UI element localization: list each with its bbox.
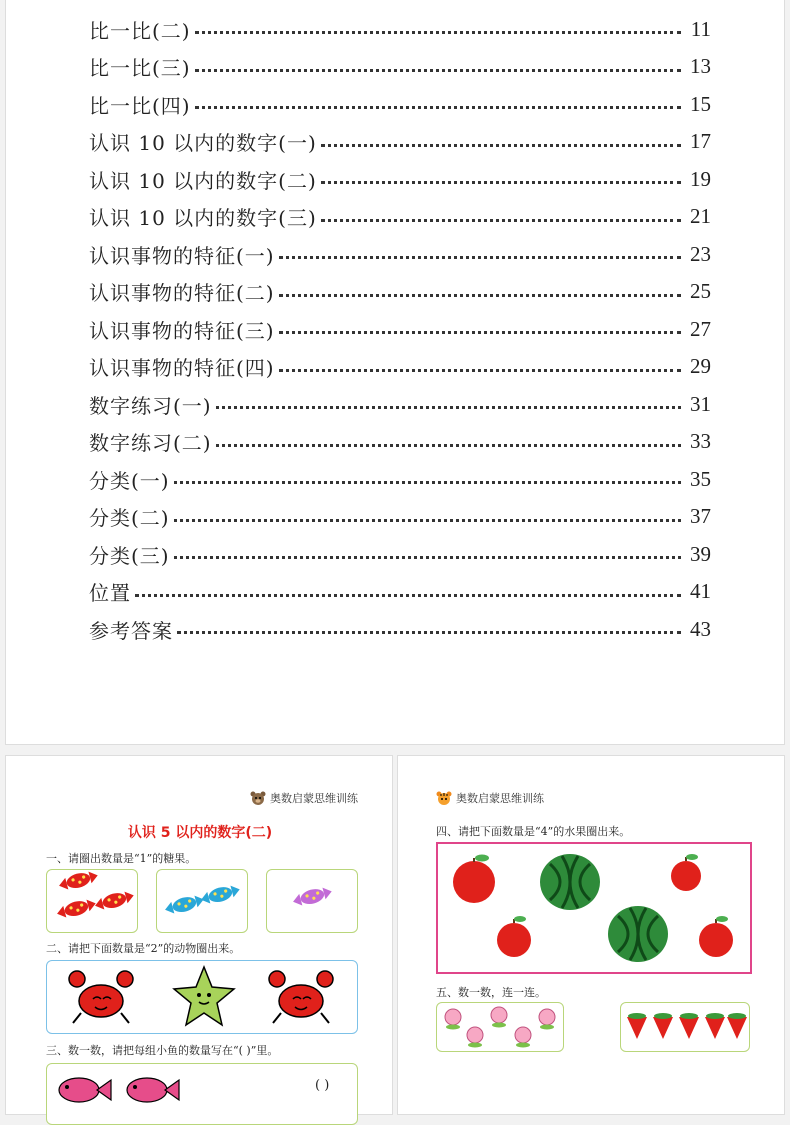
fish-group bbox=[46, 1063, 358, 1125]
toc-entry[interactable] bbox=[89, 127, 711, 157]
toc-entry-title: 比一比(四) bbox=[89, 93, 191, 118]
toc-dot-leader bbox=[195, 94, 681, 114]
toc-entry[interactable] bbox=[89, 614, 711, 644]
toc-entry-page-number: 43 bbox=[690, 616, 711, 641]
apple-icon bbox=[453, 855, 495, 904]
toc-entry[interactable] bbox=[89, 352, 711, 382]
apple-icon bbox=[497, 916, 531, 957]
toc-entry-page-number: 19 bbox=[690, 166, 711, 191]
toc-entry-title: 认识 10 以内的数字(一) bbox=[89, 131, 317, 155]
worksheet-title: 认识 5 以内的数字(二) bbox=[127, 825, 273, 841]
candy-group-2 bbox=[156, 869, 248, 933]
toc-entry-title: 认识事物的特征(二) bbox=[89, 281, 275, 305]
bear-icon bbox=[250, 791, 266, 805]
toc-entry[interactable] bbox=[89, 52, 711, 82]
candy-icon-group bbox=[47, 870, 137, 932]
toc-entry-page-number: 31 bbox=[690, 391, 711, 416]
toc-entry[interactable] bbox=[89, 202, 711, 232]
fruit-group bbox=[436, 842, 752, 974]
toc-entry-title: 认识事物的特征(三) bbox=[89, 318, 275, 343]
toc-entry-title: 认识事物的特征(一) bbox=[89, 243, 275, 268]
series-name: 奥数启蒙思维训练 bbox=[456, 792, 544, 805]
toc-entry[interactable] bbox=[89, 502, 711, 532]
toc-entry-page-number: 27 bbox=[690, 316, 711, 341]
apple-icon bbox=[699, 916, 733, 957]
crab-icon bbox=[269, 971, 333, 1023]
toc-entry-title: 位置 bbox=[89, 581, 131, 605]
toc-entry-title: 分类(二) bbox=[89, 506, 170, 530]
toc-entry-page-number: 15 bbox=[690, 91, 711, 116]
toc-entry-title: 数字练习(一) bbox=[89, 393, 212, 418]
toc-entry[interactable] bbox=[89, 427, 711, 457]
toc-entry[interactable] bbox=[89, 277, 711, 307]
toc-entry-page-number: 35 bbox=[690, 466, 711, 491]
toc-entry-title: 比一比(三) bbox=[89, 56, 191, 80]
candy-icon bbox=[267, 870, 357, 932]
toc-dot-leader bbox=[216, 394, 681, 414]
series-header bbox=[250, 790, 358, 806]
toc-entry-page-number: 39 bbox=[690, 541, 711, 566]
toc-dot-leader bbox=[177, 619, 681, 639]
table-of-contents-page bbox=[5, 0, 785, 745]
toc-entry-page-number: 25 bbox=[690, 279, 711, 303]
toc-dot-leader bbox=[321, 132, 681, 152]
toc-entry-page-number: 21 bbox=[690, 204, 711, 228]
toc-entry-title: 认识 10 以内的数字(三) bbox=[89, 206, 317, 230]
toc-entry-title: 参考答案 bbox=[89, 618, 173, 643]
toc-entry[interactable] bbox=[89, 239, 711, 269]
strawberry-group bbox=[620, 1002, 750, 1052]
toc-entry-title: 认识 10 以内的数字(二) bbox=[89, 168, 317, 193]
toc-dot-leader bbox=[216, 432, 681, 452]
toc-entry[interactable] bbox=[89, 464, 711, 494]
series-header bbox=[436, 790, 544, 806]
toc-entry-page-number: 41 bbox=[690, 579, 711, 603]
toc-dot-leader bbox=[174, 469, 681, 489]
toc-entry[interactable] bbox=[89, 164, 711, 194]
toc-entry[interactable] bbox=[89, 389, 711, 419]
worksheet-left-page bbox=[5, 755, 393, 1115]
peach-group bbox=[436, 1002, 564, 1052]
toc-entry[interactable] bbox=[89, 314, 711, 344]
candy-group-3 bbox=[46, 869, 138, 933]
answer-parentheses: ( ) bbox=[315, 1078, 330, 1093]
toc-entry[interactable] bbox=[89, 89, 711, 119]
toc-entry-page-number: 29 bbox=[690, 354, 711, 378]
toc-entry-page-number: 11 bbox=[690, 16, 711, 41]
question-4-text: 四、请把下面数量是“4”的水果圈出来。 bbox=[436, 825, 631, 838]
toc-entry-title: 分类(一) bbox=[89, 468, 170, 493]
question-2-text: 二、请把下面数量是“2”的动物圈出来。 bbox=[46, 942, 241, 955]
crab-icon bbox=[69, 971, 133, 1023]
toc-dot-leader bbox=[174, 507, 681, 527]
toc-entry-title: 分类(三) bbox=[89, 543, 170, 568]
toc-dot-leader bbox=[279, 319, 681, 339]
workbook-spread bbox=[5, 755, 785, 1115]
toc-entry-page-number: 17 bbox=[690, 129, 711, 153]
watermelon-icon bbox=[540, 854, 600, 910]
animals-illustration bbox=[47, 961, 357, 1033]
toc-dot-leader bbox=[174, 544, 681, 564]
toc-dot-leader bbox=[135, 582, 681, 602]
toc-entry-page-number: 23 bbox=[690, 241, 711, 266]
peach-icon-group bbox=[437, 1003, 563, 1051]
toc-dot-leader bbox=[279, 282, 681, 302]
starfish-icon bbox=[174, 967, 234, 1025]
strawberry-icon-group bbox=[621, 1003, 749, 1051]
toc-entry-title: 比一比(二) bbox=[89, 18, 191, 43]
series-name: 奥数启蒙思维训练 bbox=[270, 792, 358, 805]
fish-icon-group bbox=[47, 1064, 207, 1114]
tiger-icon bbox=[436, 791, 452, 805]
candy-group-1 bbox=[266, 869, 358, 933]
animal-group bbox=[46, 960, 358, 1034]
candy-icon-group bbox=[157, 870, 247, 932]
toc-entry[interactable] bbox=[89, 14, 711, 44]
toc-entry-page-number: 13 bbox=[690, 54, 711, 78]
toc-entry-page-number: 33 bbox=[690, 429, 711, 453]
toc-dot-leader bbox=[321, 207, 681, 227]
toc-dot-leader bbox=[279, 357, 681, 377]
toc-entry-page-number: 37 bbox=[690, 504, 711, 528]
watermelon-icon bbox=[608, 906, 668, 962]
worksheet-right-page bbox=[397, 755, 785, 1115]
question-1-text: 一、请圈出数量是“1”的糖果。 bbox=[46, 852, 197, 865]
toc-dot-leader bbox=[195, 57, 681, 77]
toc-entry[interactable] bbox=[89, 539, 711, 569]
fruits-illustration bbox=[438, 844, 748, 970]
question-3-text: 三、数一数，请把每组小鱼的数量写在“( )”里。 bbox=[46, 1044, 279, 1057]
toc-entry[interactable] bbox=[89, 577, 711, 607]
toc-entry-title: 数字练习(二) bbox=[89, 431, 212, 455]
apple-icon bbox=[671, 854, 701, 891]
toc-dot-leader bbox=[279, 244, 681, 264]
toc-dot-leader bbox=[195, 19, 681, 39]
toc-dot-leader bbox=[321, 169, 681, 189]
toc-entry-title: 认识事物的特征(四) bbox=[89, 356, 275, 380]
question-5-text: 五、数一数，连一连。 bbox=[436, 986, 546, 999]
